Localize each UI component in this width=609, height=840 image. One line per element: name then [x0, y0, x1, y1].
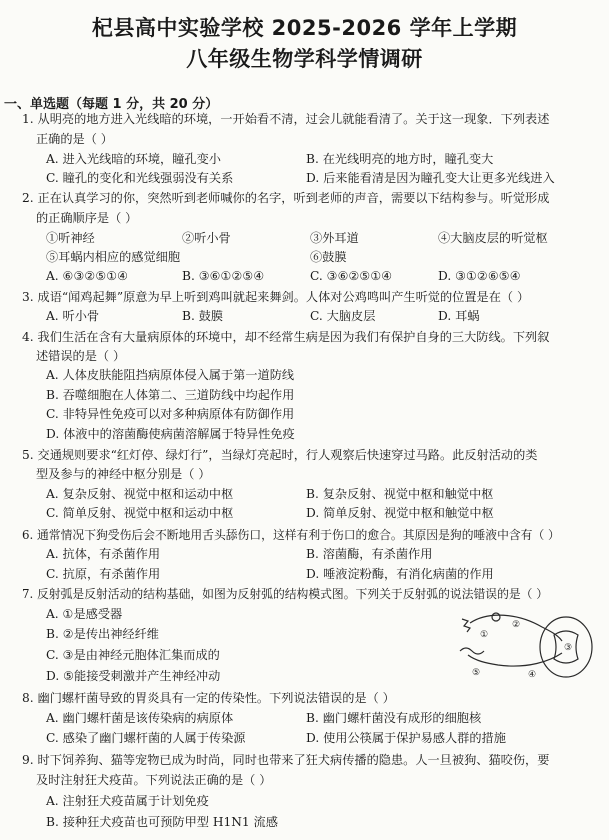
q1-option-a: A. 进入光线暗的环境，瞳孔变小 [46, 152, 221, 166]
q3-option-d: D. 耳蜗 [438, 309, 480, 323]
q7-option-a: A. ①是感受器 [46, 607, 123, 621]
q2-option-d: D. ③①②⑥⑤④ [438, 269, 521, 283]
q7-stem-line1: 7. 反射弧是反射活动的结构基础，如图为反射弧的结构模式图。下列关于反射弧的说法错误的是（ ） [22, 587, 549, 601]
q6-option-c: C. 抗原，有杀菌作用 [46, 567, 161, 581]
q1-stem-line2: 正确的是（ ） [36, 132, 113, 146]
q4-option-c: C. 非特异性免疫可以对多种病原体有防御作用 [46, 407, 295, 421]
q8-option-a: A. 幽门螺杆菌是该传染病的病原体 [46, 711, 234, 725]
q2-part-5: ⑤耳蜗内相应的感觉细胞 [46, 250, 181, 264]
q9-option-a: A. 注射狂犬疫苗属于计划免疫 [46, 794, 209, 808]
q2-option-b: B. ③⑥①②⑤④ [182, 269, 265, 283]
q3-stem-line1: 3. 成语“闻鸡起舞”原意为早上听到鸡叫就起来舞剑。人体对公鸡鸣叫产生听觉的位置是在（ ） [22, 290, 530, 304]
q8-option-b: B. 幽门螺杆菌没有成形的细胞核 [306, 711, 482, 725]
q6-stem-line1: 6. 通常情况下狗受伤后会不断地用舌头舔伤口，这样有利于伤口的愈合。其原因是狗的唾液中含有（ ） [22, 528, 560, 542]
q4-stem-line2: 述错误的是（ ） [36, 349, 126, 363]
q9-option-b: B. 接种狂犬疫苗也可预防甲型 H1N1 流感 [46, 815, 278, 829]
q5-option-c: C. 简单反射、视觉中枢和运动中枢 [46, 506, 234, 520]
q8-option-d: D. 使用公筷属于保护易感人群的措施 [306, 731, 506, 745]
q2-option-c: C. ③⑥②⑤①④ [310, 269, 393, 283]
q4-option-b: B. 吞噬细胞在人体第二、三道防线中均起作用 [46, 388, 295, 402]
q9-stem-line2: 及时注射狂犬疫苗。下列说法正确的是（ ） [36, 773, 272, 787]
q5-option-a: A. 复杂反射、视觉中枢和运动中枢 [46, 487, 234, 501]
q5-option-d: D. 简单反射、视觉中枢和触觉中枢 [306, 506, 494, 520]
q6-option-b: B. 溶菌酶，有杀菌作用 [306, 547, 433, 561]
q2-stem-line1: 2. 正在认真学习的你，突然听到老师喊你的名字，听到老师的声音，需要以下结构参与。听觉形成 [22, 191, 550, 205]
q8-stem-line1: 8. 幽门螺杆菌导致的胃炎具有一定的传染性。下列说法错误的是（ ） [22, 691, 395, 705]
receptor-mark [462, 619, 470, 632]
q2-part-4: ④大脑皮层的听觉枢 [438, 231, 548, 245]
q3-option-a: A. 听小骨 [46, 309, 100, 323]
q2-part-6: ⑥鼓膜 [310, 250, 347, 264]
q2-part-2: ②听小骨 [182, 231, 231, 245]
q5-option-b: B. 复杂反射、视觉中枢和触觉中枢 [306, 487, 494, 501]
q2-stem-line2: 的正确顺序是（ ） [36, 211, 138, 225]
q1-option-c: C. 瞳孔的变化和光线强弱没有关系 [46, 171, 234, 185]
q1-option-d: D. 后来能看清是因为瞳孔变大让更多光线进入 [306, 171, 555, 185]
diagram-label-1: ① [480, 630, 489, 640]
section-heading: 一、单选题（每题 1 分，共 20 分） [4, 97, 219, 112]
q2-option-a: A. ⑥③②⑤①④ [46, 269, 129, 283]
diagram-label-2: ② [512, 620, 521, 630]
effector-mark [460, 648, 484, 654]
q3-option-b: B. 鼓膜 [182, 309, 224, 323]
reflex-arc-diagram [458, 605, 598, 685]
q6-option-d: D. 唾液淀粉酶，有消化病菌的作用 [306, 567, 494, 581]
q5-stem-line1: 5. 交通规则要求“红灯停、绿灯行”，当绿灯亮起时，行人观察后快速穿过马路。此反射活动的类 [22, 448, 538, 462]
q3-option-c: C. 大脑皮层 [310, 309, 376, 323]
q2-part-3: ③外耳道 [310, 231, 359, 245]
q5-stem-line2: 型及参与的神经中枢分别是（ ） [36, 467, 211, 481]
ganglion-mark [492, 613, 500, 621]
q4-stem-line1: 4. 我们生活在含有大量病原体的环境中，却不经常生病是因为我们有保护自身的三大防线。下列叙 [22, 330, 550, 344]
q7-option-b: B. ②是传出神经纤维 [46, 627, 159, 641]
q4-option-a: A. 人体皮肤能阻挡病原体侵入属于第一道防线 [46, 368, 295, 382]
q7-option-c: C. ③是由神经元胞体汇集而成的 [46, 648, 220, 662]
page-title-line2: 八年级生物学科学情调研 [186, 47, 423, 71]
q1-option-b: B. 在光线明亮的地方时，瞳孔变大 [306, 152, 494, 166]
diagram-label-3: ③ [564, 643, 573, 653]
q9-stem-line1: 9. 时下饲养狗、猫等宠物已成为时尚，同时也带来了狂犬病传播的隐患。人一旦被狗、猫咬伤，要 [22, 753, 550, 767]
diagram-label-5: ⑤ [472, 668, 481, 678]
q7-option-d: D. ⑤能接受刺激并产生神经冲动 [46, 669, 221, 683]
q4-option-d: D. 体液中的溶菌酶使病菌溶解属于特异性免疫 [46, 427, 295, 441]
q1-stem-line1: 1. 从明亮的地方进入光线暗的环境，一开始看不清，过会儿就能看清了。关于这一现象．下列表述 [22, 112, 550, 126]
q2-part-1: ①听神经 [46, 231, 95, 245]
page-title-line1: 杞县高中实验学校 2025-2026 学年上学期 [91, 16, 518, 40]
q6-option-a: A. 抗体，有杀菌作用 [46, 547, 161, 561]
efferent-path [468, 653, 562, 666]
q8-option-c: C. 感染了幽门螺杆菌的人属于传染源 [46, 731, 246, 745]
diagram-label-4: ④ [528, 670, 537, 680]
